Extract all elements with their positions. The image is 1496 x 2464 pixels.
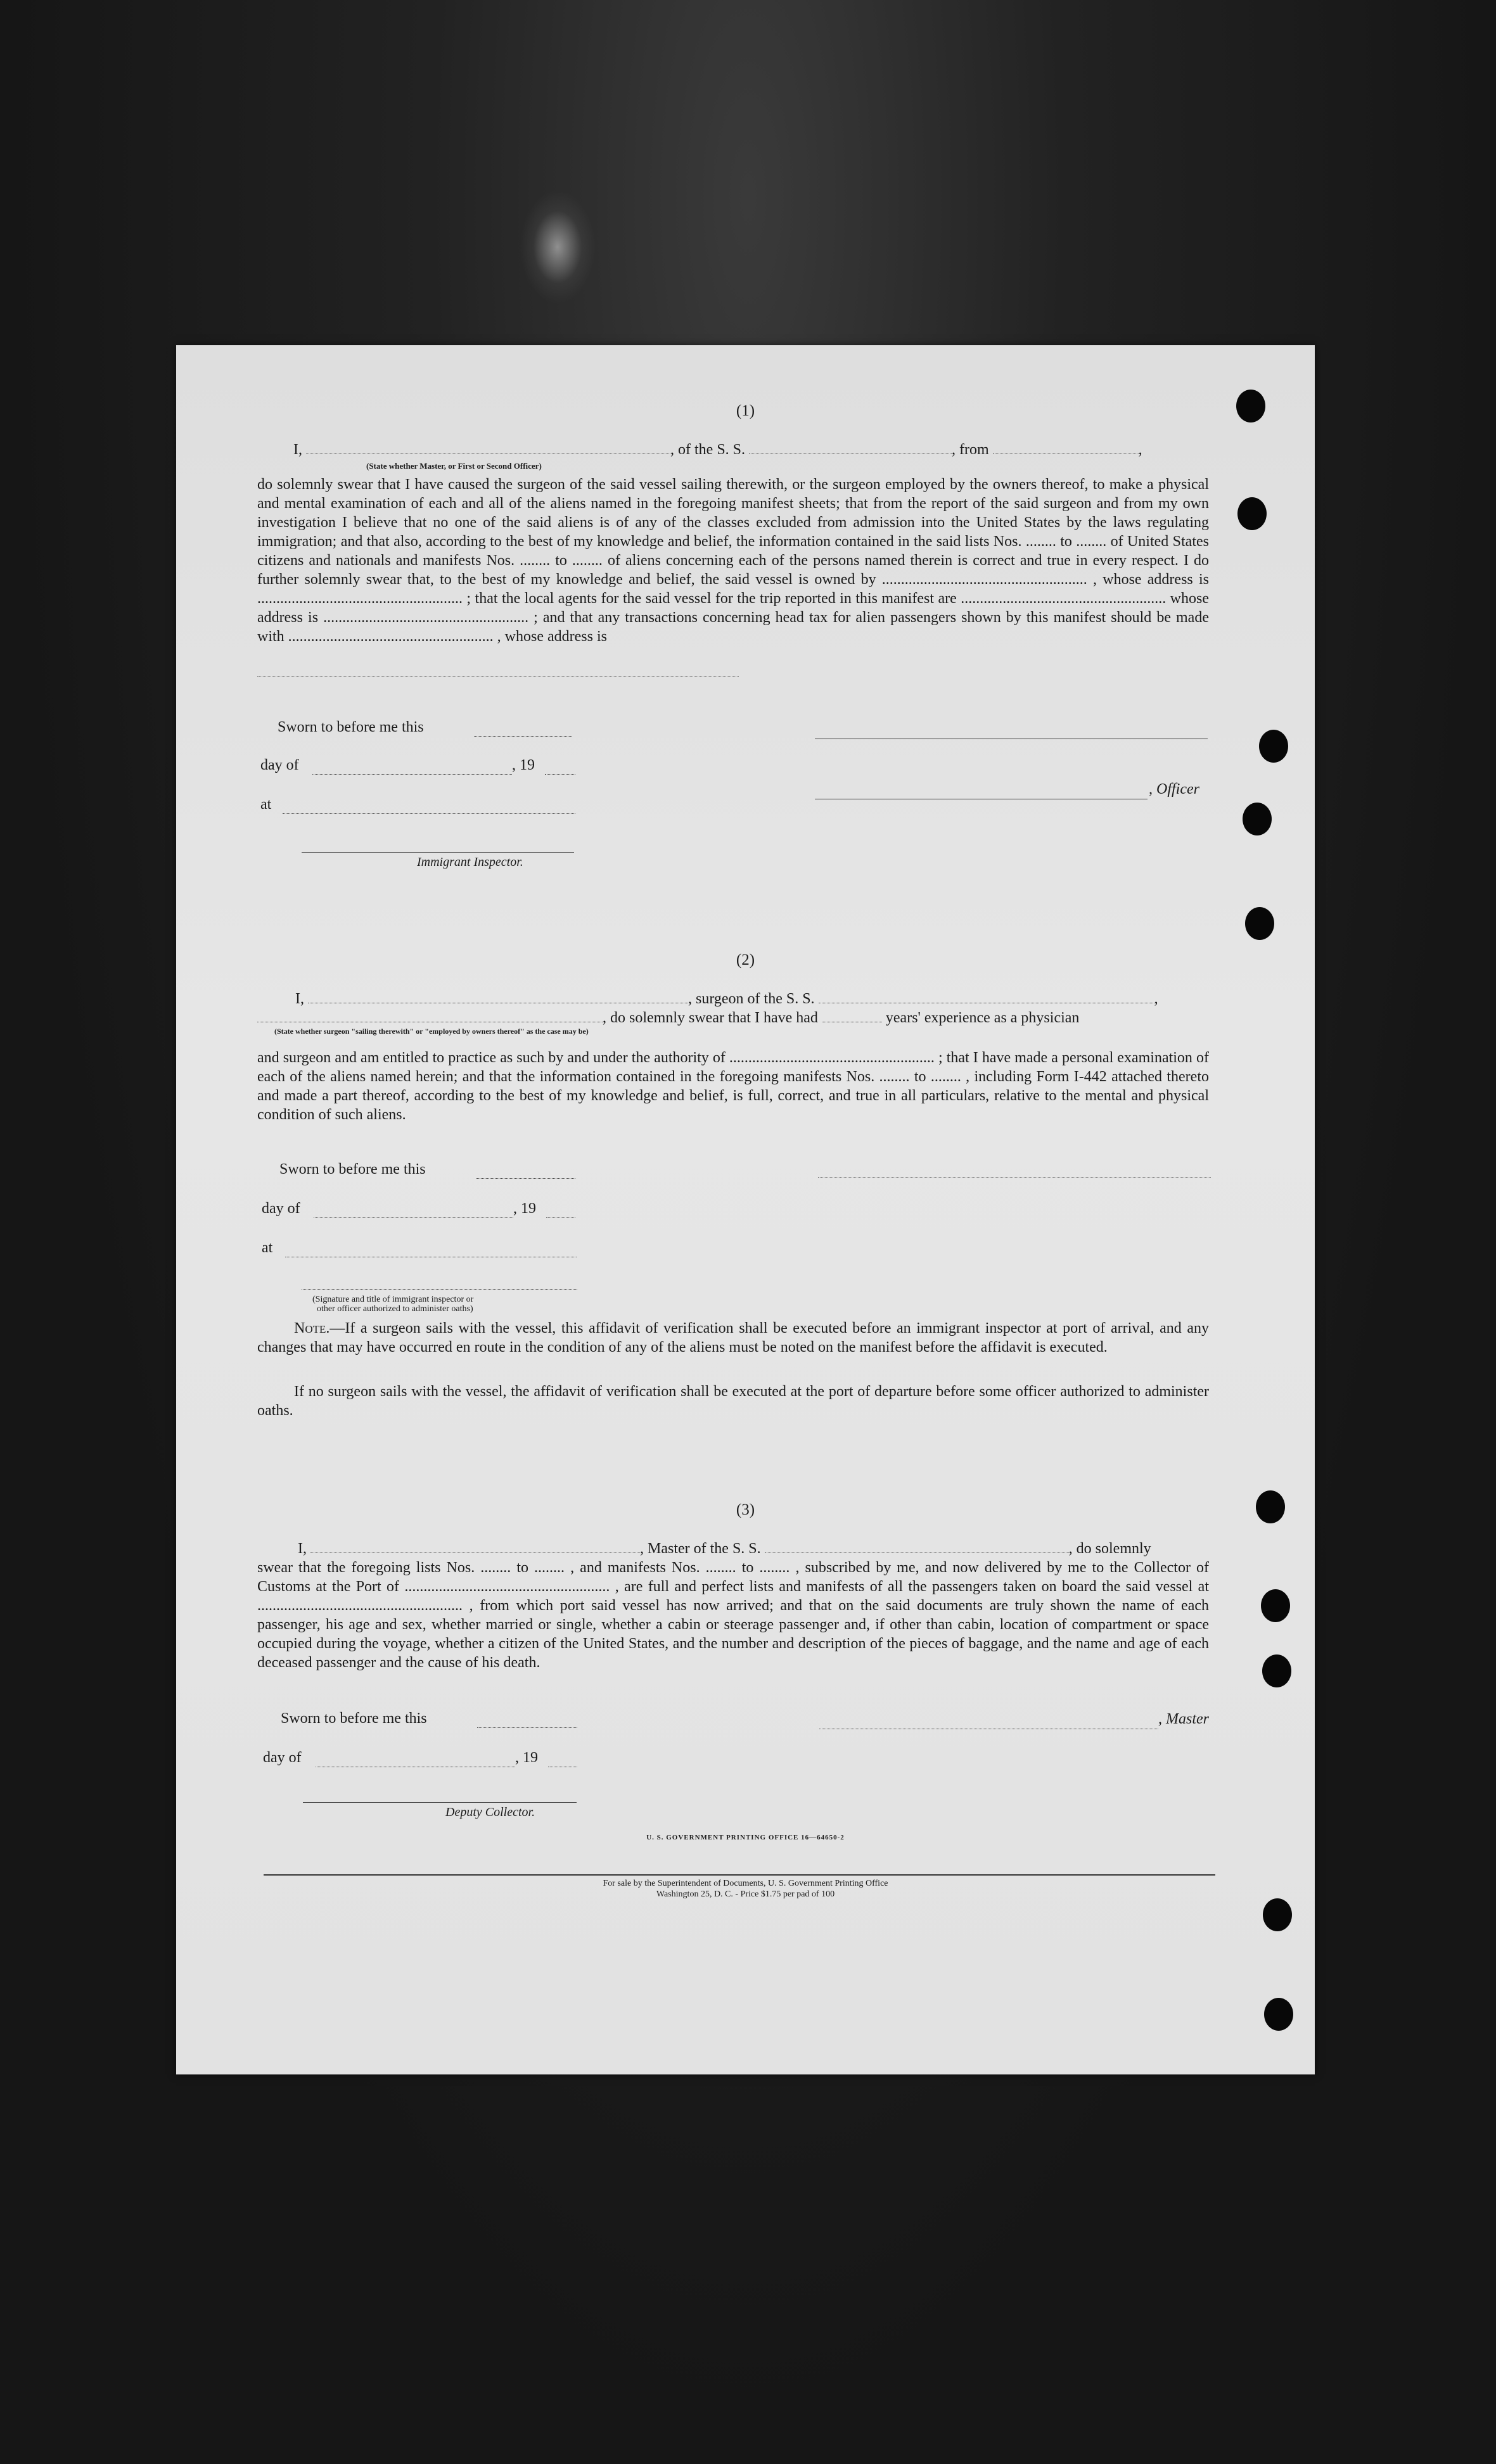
- section-3-number: (3): [736, 1501, 755, 1518]
- sworn-day-field-3[interactable]: [477, 1727, 577, 1728]
- punch-hole: [1264, 1998, 1293, 2031]
- year-field-1[interactable]: [545, 774, 575, 775]
- sale-notice-line-2: Washington 25, D. C. - Price $1.75 per pad of 100: [656, 1889, 835, 1899]
- signature-caption-2: other officer authorized to administer oaths): [317, 1304, 473, 1314]
- punch-hole: [1259, 730, 1288, 763]
- sworn-label-3: Sworn to before me this: [281, 1710, 427, 1727]
- day-of-label-1: day of: [260, 757, 299, 773]
- day-of-label-3: day of: [263, 1750, 302, 1766]
- sworn-label-2: Sworn to before me this: [279, 1161, 426, 1178]
- at-label-1: at: [260, 796, 272, 813]
- sale-notice-line-1: For sale by the Superintendent of Documents, U. S. Government Printing Office: [603, 1879, 888, 1888]
- officer-label: , Officer: [1149, 781, 1199, 797]
- label-i: I,: [298, 1540, 307, 1557]
- label-from: , from: [952, 441, 989, 458]
- section-1-first-line: [293, 440, 1212, 459]
- authorized-officer-signature-line[interactable]: [302, 1289, 577, 1290]
- day-of-field-1[interactable]: [312, 774, 512, 775]
- signature-caption-1: (Signature and title of immigrant inspector or: [312, 1295, 474, 1304]
- label-do-solemnly-swear: , do solemnly swear that I have had: [603, 1010, 818, 1026]
- surgeon-name-field[interactable]: [308, 1002, 688, 1003]
- comma: ,: [1138, 441, 1142, 458]
- note-label: Note.: [294, 1320, 330, 1337]
- section-2-second-line: [257, 1008, 1214, 1027]
- year-field-2[interactable]: [546, 1217, 575, 1218]
- years-experience-field[interactable]: [822, 1021, 882, 1022]
- punch-hole: [1237, 497, 1267, 530]
- surgeon-vessel-field[interactable]: [819, 1002, 1154, 1003]
- gpo-imprint: U. S. GOVERNMENT PRINTING OFFICE 16—64650-2: [646, 1834, 845, 1841]
- from-port-field[interactable]: [993, 453, 1139, 454]
- punch-hole: [1263, 1898, 1292, 1931]
- punch-hole: [1245, 907, 1274, 940]
- surgeon-caption: (State whether surgeon "sailing therewith" or "employed by owners thereof" as the case may be): [274, 1027, 589, 1036]
- punch-hole: [1243, 803, 1272, 835]
- section-1-number: (1): [736, 402, 755, 419]
- deputy-collector-label: Deputy Collector.: [445, 1805, 535, 1819]
- punch-hole: [1261, 1589, 1290, 1622]
- surgeon-status-field[interactable]: [257, 1021, 603, 1022]
- sworn-day-field-2[interactable]: [476, 1178, 575, 1179]
- section-3-body: swear that the foregoing lists Nos. ........ to ........ , and manifests Nos. ........ to ........ , subscribed by me, and now delivered by me to the Collector of Customs at the Port of ...................................................... , are full and perfect lists and manifests of all the passengers taken on board the said vessel at ...................................................... , from which port said vessel has now arrived; and that on the said documents are truly shown the name of each passenger, his age and sex, whether married or single, whether a cabin or steerage passenger and, if other than cabin, location of compartment or space occupied during the voyage, whether a citizen of the United States, and the number and description of the pieces of baggage, and the name and age of each deceased passenger and the cause of his death.: [257, 1559, 1209, 1671]
- scanner-glare: [520, 190, 596, 304]
- sworn-label-1: Sworn to before me this: [278, 719, 424, 735]
- master-name-field[interactable]: [310, 1552, 640, 1553]
- inspector-signature-line[interactable]: [302, 852, 574, 853]
- day-of-field-2[interactable]: [314, 1217, 513, 1218]
- section-1-body: do solemnly swear that I have caused the surgeon of the said vessel sailing therewith, or the surgeon employed by the owners thereof, to make a physical and mental examination of each and all of the aliens named in the foregoing manifest sheets; that from the report of the said surgeon and from my own investigation I believe that no one of the said aliens is of any of the classes excluded from admission into the United States by the laws regulating immigration; and that also, according to the best of my knowledge and belief, the information contained in the said lists Nos. ........ to ........ of United States citizens and nationals and manifests Nos. ........ to ........ of aliens concerning each of the persons named therein is correct and true in every respect. I do further solemnly swear that, to the best of my knowledge and belief, the said vessel is owned by ...................................................... , whose address is ...................................................... ; that the local agents for the said vessel for the trip reported in this manifest are ...................................................... whose address is ...................................................... ; and that any transactions concerning head tax for alien passengers shown by this manifest should be made with ...................................................... , whose address is: [257, 476, 1209, 645]
- form-page: [176, 345, 1315, 2074]
- sworn-day-field-1[interactable]: [474, 736, 572, 737]
- label-i: I,: [293, 441, 302, 458]
- officer-name-field[interactable]: [306, 453, 670, 454]
- section-3-first-line: [298, 1539, 1217, 1558]
- label-surgeon-of-ss: , surgeon of the S. S.: [688, 991, 815, 1007]
- note-paragraph: [257, 1319, 1209, 1357]
- section-2-first-line: [295, 989, 1214, 1008]
- note-paragraph-2: If no surgeon sails with the vessel, the affidavit of verification shall be executed at the port of departure before some officer authorized to administer oaths.: [257, 1383, 1209, 1419]
- punch-hole: [1262, 1654, 1291, 1687]
- deputy-collector-signature-line[interactable]: [303, 1802, 577, 1803]
- label-years-experience: years' experience as a physician: [885, 1010, 1080, 1026]
- officer-caption: (State whether Master, or First or Second Officer): [366, 461, 542, 471]
- master-label: , Master: [1158, 1711, 1209, 1727]
- label-of-ss: , of the S. S.: [670, 441, 746, 458]
- day-of-label-2: day of: [262, 1200, 300, 1217]
- at-label-2: at: [262, 1240, 273, 1256]
- year-label-1: , 19: [512, 757, 535, 773]
- footer-rule: [264, 1874, 1215, 1876]
- surgeon-signature-line[interactable]: [818, 1177, 1211, 1178]
- section-2-number: (2): [736, 951, 755, 968]
- master-vessel-field[interactable]: [765, 1552, 1069, 1553]
- note-text: —If a surgeon sails with the vessel, this affidavit of verification shall be executed before an immigrant inspector at port of arrival, and any changes that may have occurred en route in the condition of any of the aliens must be noted on the manifest before the affidavit is executed.: [257, 1320, 1209, 1356]
- label-i: I,: [295, 991, 304, 1007]
- comma: ,: [1154, 991, 1158, 1007]
- section-2-body: and surgeon and am entitled to practice as such by and under the authority of ...................................................... ; that I have made a personal examination of each of the aliens named herein; and that the information contained in the foregoing manifests Nos. ........ to ........ , including Form I-442 attached thereto and made a part thereof, according to the best of my knowledge and belief, is full, correct, and true in all particulars, relative to the mental and physical condition of such aliens.: [257, 1050, 1209, 1123]
- at-field-1[interactable]: [283, 813, 575, 814]
- year-label-2: , 19: [513, 1200, 536, 1217]
- label-do-solemnly: , do solemnly: [1068, 1540, 1151, 1557]
- label-master-of-ss: , Master of the S. S.: [640, 1540, 761, 1557]
- vessel-name-field[interactable]: [749, 453, 952, 454]
- immigrant-inspector-label: Immigrant Inspector.: [417, 855, 523, 869]
- year-label-3: , 19: [515, 1750, 538, 1766]
